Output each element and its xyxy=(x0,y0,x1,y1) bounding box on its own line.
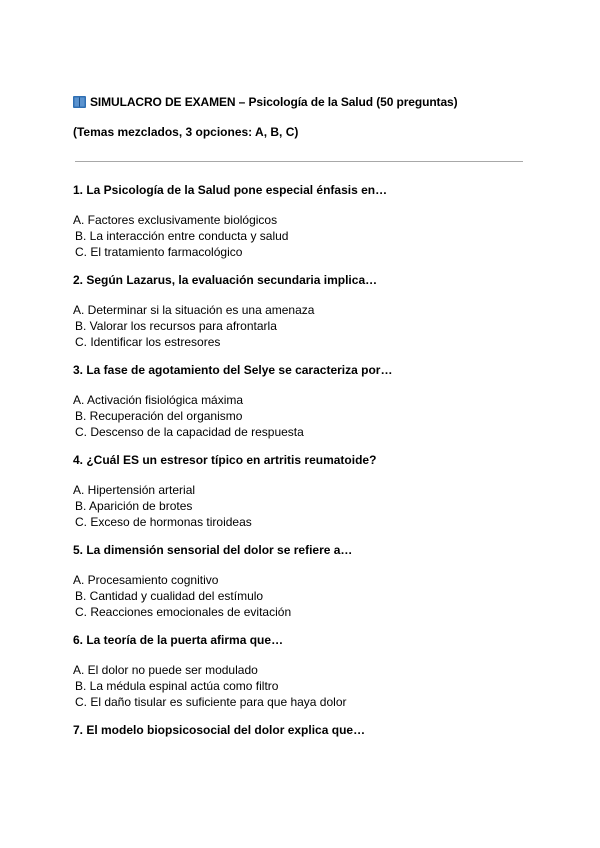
document-subtitle: (Temas mezclados, 3 opciones: A, B, C) xyxy=(73,125,299,139)
question-text: 6. La teoría de la puerta afirma que… xyxy=(73,633,284,647)
question-6 xyxy=(73,633,533,710)
option-c: C. Descenso de la capacidad de respuesta xyxy=(75,425,304,439)
option-b: B. Valorar los recursos para afrontarla xyxy=(75,319,277,333)
option-b: B. La interacción entre conducta y salud xyxy=(75,229,289,243)
question-text: 7. El modelo biopsicosocial del dolor explica que… xyxy=(73,723,366,737)
book-icon xyxy=(73,96,86,108)
question-text: 4. ¿Cuál ES un estresor típico en artritis reumatoide? xyxy=(73,453,377,467)
option-c: C. El tratamiento farmacológico xyxy=(75,245,243,259)
question-text: 3. La fase de agotamiento del Selye se caracteriza por… xyxy=(73,363,393,377)
question-5 xyxy=(73,543,533,620)
question-options xyxy=(73,392,533,440)
option-c: C. Identificar los estresores xyxy=(75,335,221,349)
question-1 xyxy=(73,183,533,260)
option-b: B. La médula espinal actúa como filtro xyxy=(75,679,279,693)
option-c: C. Reacciones emocionales de evitación xyxy=(75,605,292,619)
question-options xyxy=(73,212,533,260)
question-options xyxy=(73,482,533,530)
document-title-text: SIMULACRO DE EXAMEN – Psicología de la Salud (50 preguntas) xyxy=(90,95,458,109)
question-4 xyxy=(73,453,533,530)
horizontal-divider xyxy=(75,161,523,162)
option-a: A. El dolor no puede ser modulado xyxy=(73,663,258,677)
question-options xyxy=(73,302,533,350)
option-a: A. Hipertensión arterial xyxy=(73,483,196,497)
option-a: A. Activación fisiológica máxima xyxy=(73,393,244,407)
question-text: 2. Según Lazarus, la evaluación secundaria implica… xyxy=(73,273,378,287)
question-3 xyxy=(73,363,533,440)
option-b: B. Recuperación del organismo xyxy=(75,409,243,423)
option-a: A. Factores exclusivamente biológicos xyxy=(73,213,278,227)
question-7 xyxy=(73,723,533,737)
option-a: A. Determinar si la situación es una amenaza xyxy=(73,303,315,317)
question-options xyxy=(73,572,533,620)
question-text: 5. La dimensión sensorial del dolor se refiere a… xyxy=(73,543,353,557)
option-c: C. Exceso de hormonas tiroideas xyxy=(75,515,252,529)
question-2 xyxy=(73,273,533,350)
question-text: 1. La Psicología de la Salud pone especial énfasis en… xyxy=(73,183,388,197)
document-title xyxy=(73,95,458,109)
question-options xyxy=(73,662,533,710)
option-c: C. El daño tisular es suficiente para que haya dolor xyxy=(75,695,347,709)
option-a: A. Procesamiento cognitivo xyxy=(73,573,219,587)
option-b: B. Cantidad y cualidad del estímulo xyxy=(75,589,264,603)
option-b: B. Aparición de brotes xyxy=(75,499,193,513)
